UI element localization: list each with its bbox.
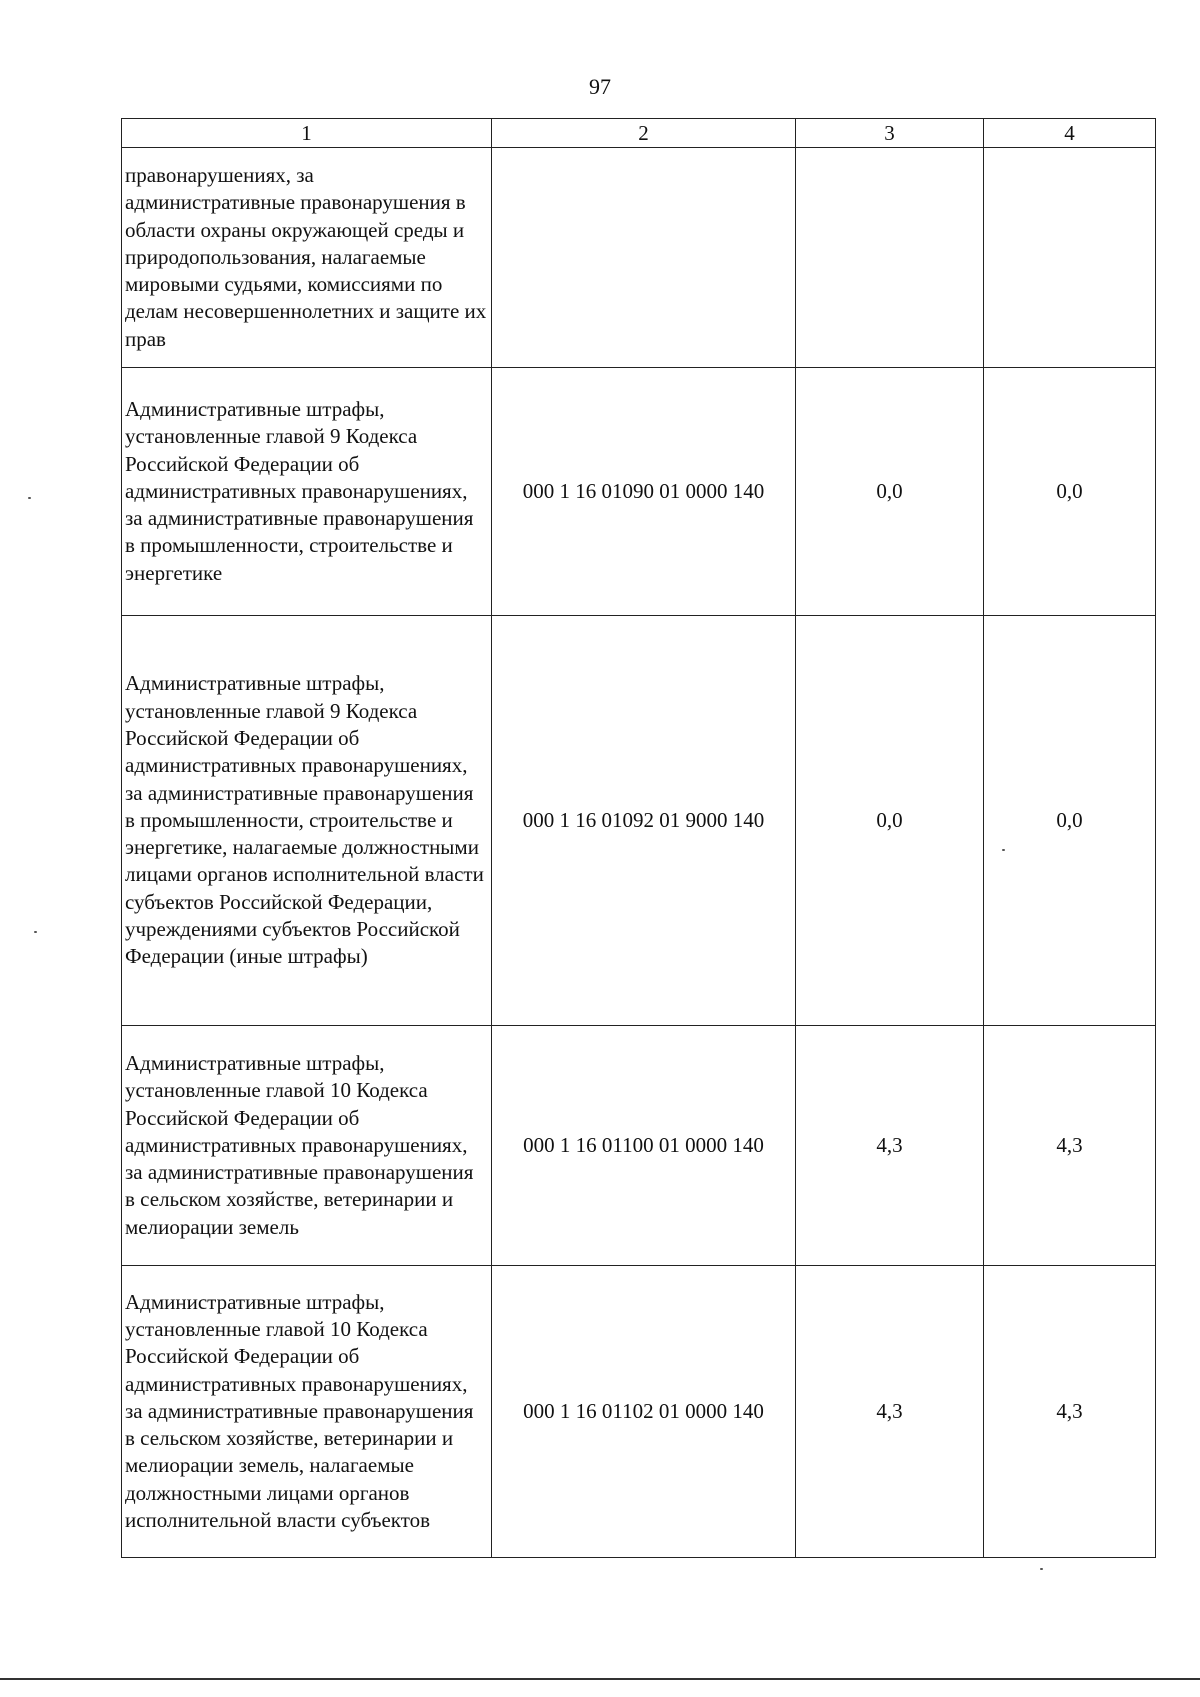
scan-speck	[1040, 1568, 1043, 1570]
row-value-col4: 4,3	[984, 1026, 1156, 1266]
column-header: 4	[984, 119, 1156, 148]
scan-speck	[28, 497, 31, 499]
row-value-col4: 0,0	[984, 616, 1156, 1026]
table-row	[122, 368, 1156, 616]
page-number: 97	[589, 74, 611, 99]
row-value-col3: 0,0	[796, 368, 984, 616]
column-header: 2	[492, 119, 796, 148]
row-value-col3: 4,3	[796, 1026, 984, 1266]
row-value-col4: 4,3	[984, 1266, 1156, 1558]
row-value-col4: 0,0	[984, 368, 1156, 616]
row-description: Административные штрафы, установленные главой 10 Кодекса Российской Федерации об административных правонарушениях, за административные правонарушения в сельском хозяйстве, ветеринарии и мелиорации земель	[122, 1026, 492, 1266]
page-bottom-edge	[0, 1678, 1200, 1680]
row-code: 000 1 16 01092 01 9000 140	[492, 616, 796, 1026]
scan-speck	[34, 931, 37, 933]
column-header: 1	[122, 119, 492, 148]
budget-table	[121, 118, 1156, 1558]
row-value-col3	[796, 148, 984, 368]
column-header: 3	[796, 119, 984, 148]
row-code	[492, 148, 796, 368]
scan-speck	[1002, 849, 1005, 851]
row-value-col3: 4,3	[796, 1266, 984, 1558]
row-description: Административные штрафы, установленные главой 10 Кодекса Российской Федерации об административных правонарушениях, за административные правонарушения в сельском хозяйстве, ветеринарии и мелиорации земель, налагаемые должностными лицами органов исполнительной власти субъектов	[122, 1266, 492, 1558]
row-description: правонарушениях, за административные правонарушения в области охраны окружающей среды и природопользования, налагаемые мировыми судьями, комиссиями по делам несовершеннолетних и защите их прав	[122, 148, 492, 368]
row-value-col3: 0,0	[796, 616, 984, 1026]
row-code: 000 1 16 01102 01 0000 140	[492, 1266, 796, 1558]
table-header-row	[122, 119, 1156, 148]
row-code: 000 1 16 01090 01 0000 140	[492, 368, 796, 616]
table-row	[122, 616, 1156, 1026]
row-code: 000 1 16 01100 01 0000 140	[492, 1026, 796, 1266]
table-row	[122, 1026, 1156, 1266]
row-value-col4	[984, 148, 1156, 368]
row-description: Административные штрафы, установленные главой 9 Кодекса Российской Федерации об административных правонарушениях, за административные правонарушения в промышленности, строительстве и энергетике, налагаемые должностными лицами органов исполнительной власти субъектов Российской Федерации, учреждениями субъектов Российской Федерации (иные штрафы)	[122, 616, 492, 1026]
table-row	[122, 1266, 1156, 1558]
row-description: Административные штрафы, установленные главой 9 Кодекса Российской Федерации об административных правонарушениях, за административные правонарушения в промышленности, строительстве и энергетике	[122, 368, 492, 616]
table-row	[122, 148, 1156, 368]
